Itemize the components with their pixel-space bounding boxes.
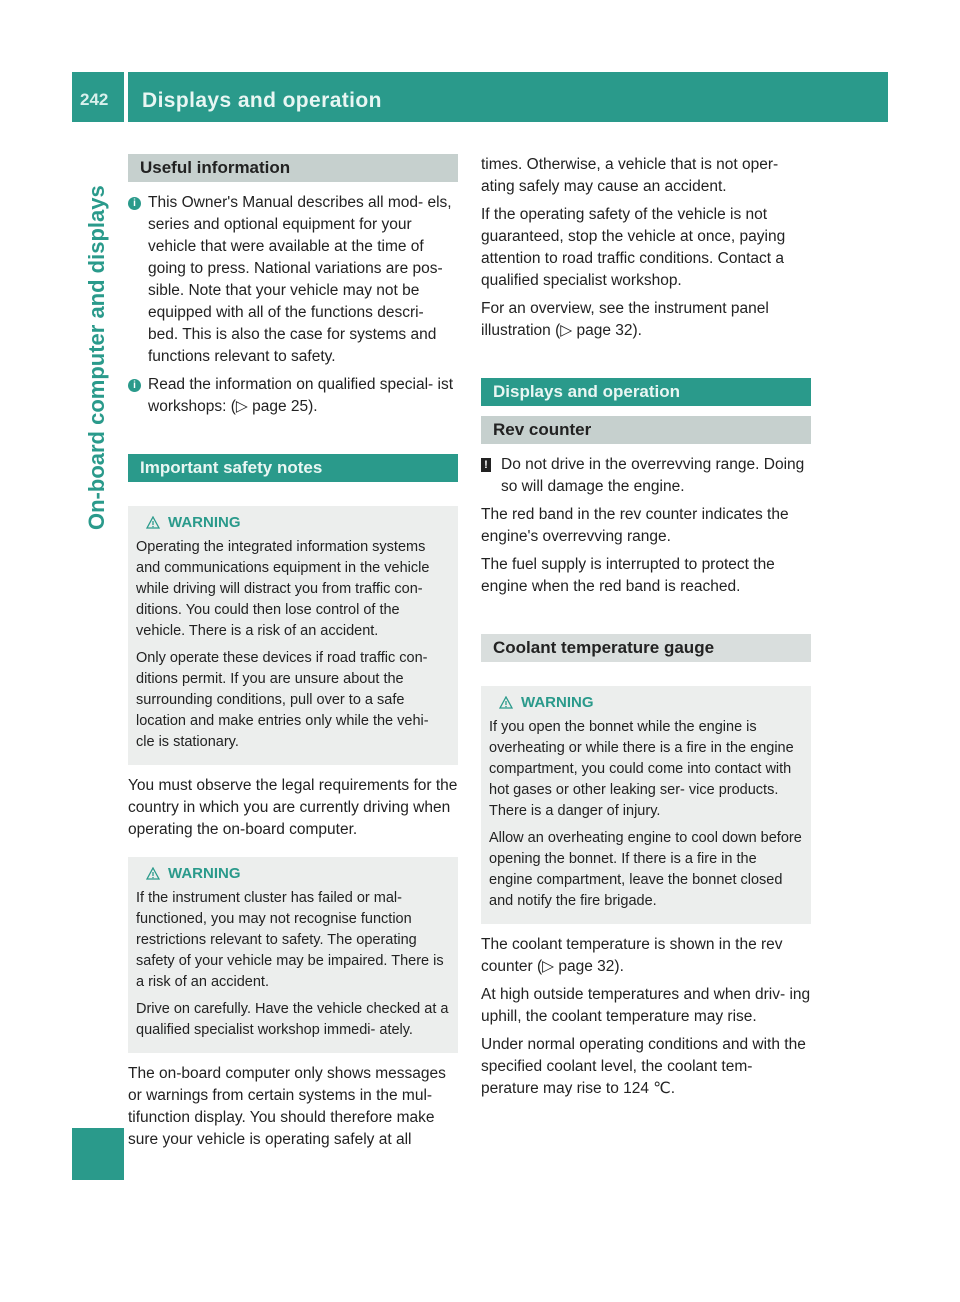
displays-operation-heading: Displays and operation — [481, 378, 811, 406]
page-number: 242 — [80, 90, 109, 109]
info-icon: i — [128, 197, 141, 210]
header-divider — [124, 72, 128, 122]
body-text[interactable]: The coolant temperature is shown in the rev counter (▷ page 32). — [481, 936, 783, 975]
warning-text: If the instrument cluster has failed or mal- functioned, you may not recognise function restrictions relevant to safety. The operating safety of your vehicle may be impaired. There is a risk of an accident. — [136, 890, 444, 990]
info-note-2 — [128, 374, 458, 418]
rev-counter-heading: Rev counter — [481, 416, 811, 444]
page-title: Displays and operation — [142, 89, 382, 112]
warning-title: WARNING — [499, 694, 803, 711]
body-text: Under normal operating conditions and with the specified coolant level, the coolant tem- perature may rise to 124 ℃. — [481, 1036, 806, 1097]
warning-text: Operating the integrated information systems and communications equipment in the vehicle while driving will distract you from traffic con- ditions. You could then lose control of the vehicle. There is a risk of an accident. — [136, 539, 430, 639]
body-text: The red band in the rev counter indicates the engine's overrevving range. — [481, 506, 789, 545]
warning-title: WARNING — [146, 865, 450, 882]
warning-text: If you open the bonnet while the engine is overheating or while there is a fire in the engine compartment, you could come into contact with hot gases or other leaking ser- vice products. There is a danger of injury. — [489, 719, 794, 819]
body-text: The fuel supply is interrupted to protect the engine when the red band is reached. — [481, 556, 775, 595]
warning-text: Drive on carefully. Have the vehicle checked at a qualified specialist workshop immedi- ately. — [136, 1001, 449, 1038]
caution-text: Do not drive in the overrevving range. Doing so will damage the engine. — [501, 456, 805, 495]
info-note-text: This Owner's Manual describes all mod- els, series and optional equipment for your vehicle that were available at the time of going to press. National variations are pos- sible. Note that your vehicle may not be equipped with all of the functions descri- bed. This is also the case for systems and functions relevant to safety. — [148, 194, 452, 365]
right-column — [481, 154, 811, 1106]
warning-text: Only operate these devices if road traffic con- ditions permit. If you are unsure about the surrounding conditions, pull over to a safe location and make entries only while the vehi- cle is stationary. — [136, 650, 429, 750]
warning-triangle-icon — [499, 696, 513, 709]
warning-triangle-icon — [146, 867, 160, 880]
info-note-1 — [128, 192, 458, 368]
body-text[interactable]: For an overview, see the instrument panel illustration (▷ page 32). — [481, 300, 769, 339]
left-column — [128, 154, 458, 1157]
exclamation-icon: ! — [481, 458, 491, 472]
caution-note — [481, 454, 811, 498]
info-icon: i — [128, 379, 141, 392]
warning-box-1 — [128, 506, 458, 765]
warning-box-2 — [128, 857, 458, 1053]
warning-triangle-icon — [146, 516, 160, 529]
body-text: If the operating safety of the vehicle is not guaranteed, stop the vehicle at once, paying attention to road traffic conditions. Contact a qualified specialist workshop. — [481, 206, 786, 289]
useful-info-heading: Useful information — [128, 154, 458, 182]
info-note-text[interactable]: Read the information on qualified special- ist workshops: (▷ page 25). — [148, 376, 454, 415]
body-text: At high outside temperatures and when driv- ing uphill, the coolant temperature may rise. — [481, 986, 811, 1025]
coolant-gauge-heading: Coolant temperature gauge — [481, 634, 811, 662]
side-tab-marker — [72, 1128, 124, 1180]
warning-title: WARNING — [146, 514, 450, 531]
page-header — [72, 72, 888, 122]
body-text: The on-board computer only shows messages or warnings from certain systems in the mul- tifunction display. You should therefore make sure your vehicle is operating safely at all — [128, 1065, 446, 1148]
body-text: times. Otherwise, a vehicle that is not oper- ating safely may cause an accident. — [481, 156, 779, 195]
safety-notes-heading: Important safety notes — [128, 454, 458, 482]
warning-box-3 — [481, 686, 811, 924]
body-text: You must observe the legal requirements for the country in which you are currently driving when operating the on-board computer. — [128, 777, 458, 838]
warning-text: Allow an overheating engine to cool down before opening the bonnet. If there is a fire in the engine compartment, leave the bonnet closed and notify the fire brigade. — [489, 830, 802, 909]
side-tab-label: On-board computer and displays — [84, 185, 109, 530]
